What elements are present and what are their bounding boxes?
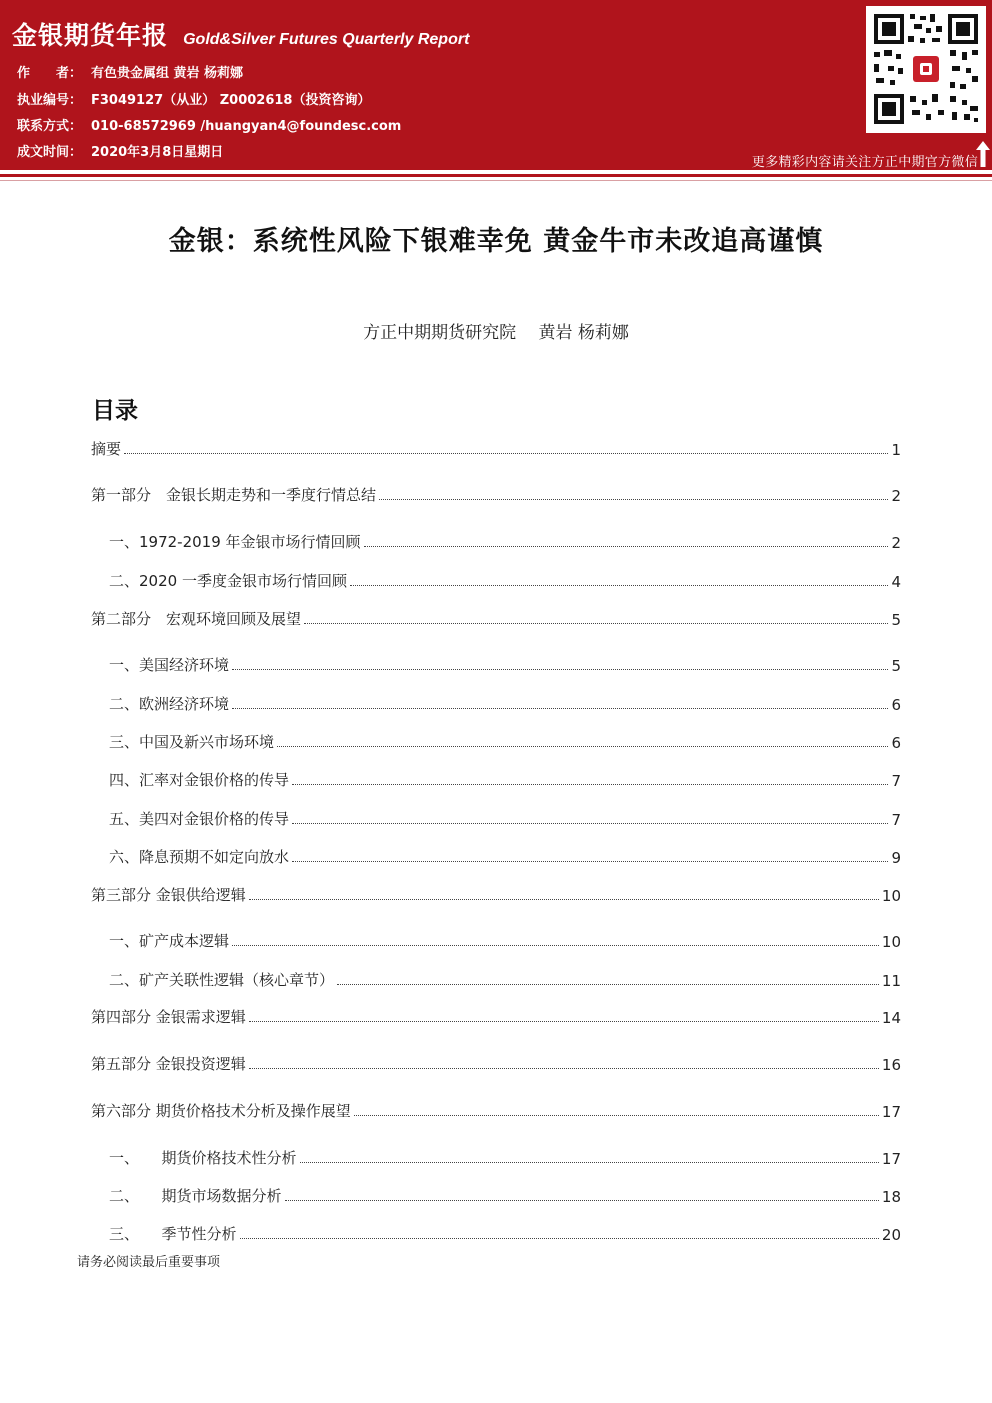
toc-leader-dots bbox=[249, 899, 879, 900]
toc-entry-label: 六、降息预期不如定向放水 bbox=[109, 848, 290, 866]
toc-entry[interactable] bbox=[109, 968, 901, 990]
toc-leader-dots bbox=[292, 823, 888, 824]
report-title-en: Gold&Silver Futures Quarterly Report bbox=[183, 31, 470, 48]
toc-entry-label: 一、美国经济环境 bbox=[109, 656, 230, 674]
toc-leader-dots bbox=[249, 1021, 879, 1022]
toc-entry-label: 二、2020 一季度金银市场行情回顾 bbox=[109, 572, 347, 590]
toc-entry-page: 14 bbox=[881, 1009, 901, 1027]
toc-entry-page: 6 bbox=[891, 734, 901, 752]
toc-leader-dots bbox=[292, 861, 888, 862]
toc-entry-page: 4 bbox=[891, 573, 901, 591]
follow-wechat-text: 更多精彩内容请关注方正中期官方微信 bbox=[751, 155, 978, 170]
meta-label: 联系方式： bbox=[17, 119, 83, 134]
toc-leader-dots bbox=[285, 1200, 879, 1201]
toc-entry[interactable] bbox=[91, 437, 901, 459]
toc-entry[interactable] bbox=[109, 929, 901, 951]
toc-entry-label: 二、矿产关联性逻辑（核心章节） bbox=[109, 971, 335, 989]
meta-license bbox=[17, 89, 370, 108]
toc-entry-label: 第六部分 期货价格技术分析及操作展望 bbox=[91, 1102, 351, 1120]
toc-entry-page: 16 bbox=[881, 1056, 901, 1074]
meta-value: 有色贵金属组 黄岩 杨莉娜 bbox=[91, 66, 244, 81]
toc-entry-label: 摘要 bbox=[91, 440, 122, 458]
toc-entry-page: 1 bbox=[891, 441, 901, 459]
toc-entry[interactable] bbox=[91, 483, 901, 505]
toc-entry[interactable] bbox=[109, 569, 901, 591]
meta-authors bbox=[17, 62, 243, 81]
toc-leader-dots bbox=[232, 669, 888, 670]
meta-date bbox=[17, 141, 223, 160]
toc-entry[interactable] bbox=[109, 1146, 901, 1168]
toc-entry[interactable] bbox=[109, 653, 901, 675]
toc-leader-dots bbox=[350, 585, 889, 586]
toc-entry-label: 第一部分 金银长期走势和一季度行情总结 bbox=[91, 486, 377, 504]
toc-entry-label: 三、 季节性分析 bbox=[109, 1225, 237, 1243]
toc-entry-label: 一、1972-2019 年金银市场行情回顾 bbox=[109, 533, 361, 551]
toc-entry-label: 一、 期货价格技术性分析 bbox=[109, 1149, 297, 1167]
header-divider bbox=[0, 174, 992, 177]
toc-leader-dots bbox=[300, 1162, 879, 1163]
toc-leader-dots bbox=[354, 1115, 879, 1116]
toc-entry-label: 第五部分 金银投资逻辑 bbox=[91, 1055, 246, 1073]
toc-entry[interactable] bbox=[91, 1099, 901, 1121]
meta-value: F3049127（从业） Z0002618（投资咨询） bbox=[91, 93, 371, 108]
toc-leader-dots bbox=[249, 1068, 879, 1069]
meta-label: 作 者： bbox=[17, 66, 83, 81]
toc-entry-page: 17 bbox=[881, 1103, 901, 1121]
toc-entry[interactable] bbox=[109, 692, 901, 714]
toc-entry-page: 18 bbox=[881, 1188, 901, 1206]
toc-entry[interactable] bbox=[109, 768, 901, 790]
toc-entry[interactable] bbox=[91, 883, 901, 905]
toc-entry-label: 二、 期货市场数据分析 bbox=[109, 1187, 282, 1205]
toc-leader-dots bbox=[337, 984, 879, 985]
wechat-qr-code bbox=[866, 6, 986, 133]
toc-entry-label: 三、中国及新兴市场环境 bbox=[109, 733, 275, 751]
toc-entry[interactable] bbox=[91, 1052, 901, 1074]
toc-leader-dots bbox=[379, 499, 888, 500]
toc-entry[interactable] bbox=[109, 530, 901, 552]
toc-entry[interactable] bbox=[109, 845, 901, 867]
document-authors: 方正中期期货研究院 黄岩 杨莉娜 bbox=[363, 323, 629, 343]
up-arrow-icon bbox=[976, 141, 990, 167]
footer-disclaimer-note: 请务必阅读最后重要事项 bbox=[77, 1255, 221, 1270]
toc-entry-page: 9 bbox=[891, 849, 901, 867]
meta-label: 执业编号： bbox=[17, 93, 83, 108]
toc-entry-page: 10 bbox=[881, 887, 901, 905]
toc-entry-page: 17 bbox=[881, 1150, 901, 1168]
toc-entry-page: 2 bbox=[891, 534, 901, 552]
toc-entry[interactable] bbox=[109, 730, 901, 752]
toc-entry-page: 7 bbox=[891, 811, 901, 829]
meta-label: 成文时间： bbox=[17, 145, 83, 160]
toc-entry-page: 20 bbox=[881, 1226, 901, 1244]
toc-entry-label: 第三部分 金银供给逻辑 bbox=[91, 886, 246, 904]
toc-entry-page: 7 bbox=[891, 772, 901, 790]
toc-entry[interactable] bbox=[109, 1222, 901, 1244]
toc-entry-page: 10 bbox=[881, 933, 901, 951]
toc-leader-dots bbox=[124, 453, 888, 454]
toc-leader-dots bbox=[292, 784, 888, 785]
toc-entry-label: 第二部分 宏观环境回顾及展望 bbox=[91, 610, 302, 628]
toc-entry[interactable] bbox=[91, 1005, 901, 1027]
toc-entry-label: 第四部分 金银需求逻辑 bbox=[91, 1008, 246, 1026]
toc-leader-dots bbox=[277, 746, 888, 747]
header-title-row bbox=[12, 16, 469, 52]
toc-entry-label: 二、欧洲经济环境 bbox=[109, 695, 230, 713]
toc-leader-dots bbox=[364, 546, 889, 547]
toc-entry-label: 五、美四对金银价格的传导 bbox=[109, 810, 290, 828]
toc-heading: 目录 bbox=[92, 398, 138, 424]
meta-value: 2020年3月8日星期日 bbox=[91, 145, 224, 160]
toc-entry-page: 2 bbox=[891, 487, 901, 505]
toc-leader-dots bbox=[240, 1238, 879, 1239]
meta-contact bbox=[17, 115, 401, 134]
toc-entry-label: 一、矿产成本逻辑 bbox=[109, 932, 230, 950]
toc-leader-dots bbox=[232, 708, 888, 709]
qr-code-icon bbox=[866, 6, 986, 133]
toc-leader-dots bbox=[232, 945, 879, 946]
document-title: 金银：系统性风险下银难幸免 黄金牛市未改追高谨慎 bbox=[168, 226, 824, 257]
header-divider-thin bbox=[0, 180, 992, 181]
toc-entry-label: 四、汇率对金银价格的传导 bbox=[109, 771, 290, 789]
toc-entry[interactable] bbox=[91, 607, 901, 629]
report-header bbox=[0, 0, 992, 170]
toc-entry-page: 5 bbox=[891, 611, 901, 629]
toc-entry-page: 11 bbox=[881, 972, 901, 990]
toc-entry-page: 5 bbox=[891, 657, 901, 675]
toc-entry[interactable] bbox=[109, 807, 901, 829]
toc-leader-dots bbox=[304, 623, 888, 624]
report-title-cn: 金银期货年报 bbox=[12, 21, 169, 50]
toc-entry[interactable] bbox=[109, 1184, 901, 1206]
toc-entry-page: 6 bbox=[891, 696, 901, 714]
meta-value: 010-68572969 /huangyan4@foundesc.com bbox=[91, 119, 402, 134]
